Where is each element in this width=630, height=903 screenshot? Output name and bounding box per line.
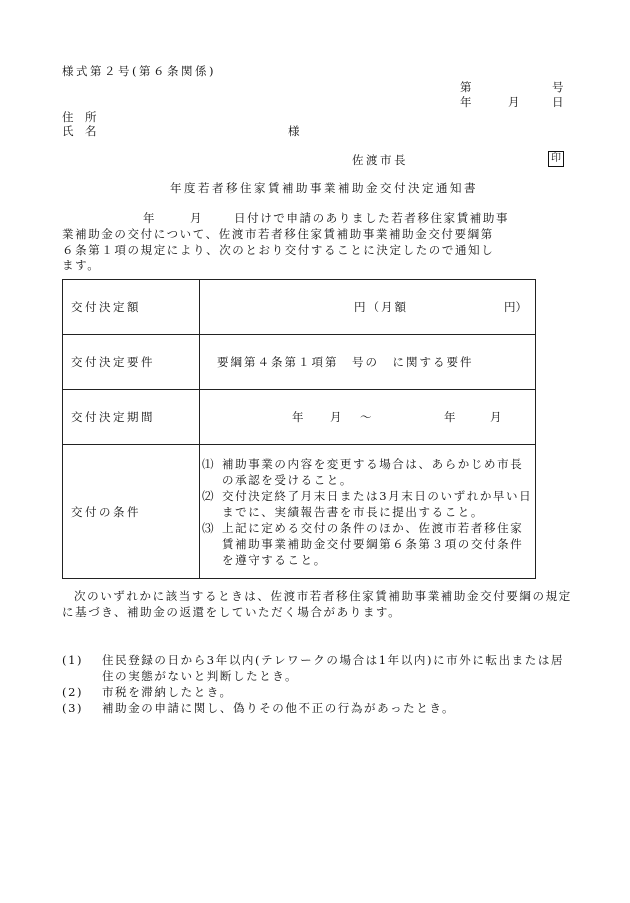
period-start-year: 年 [292,410,304,424]
conditions-value [200,445,536,579]
intro-line-3: ６条第１項の規定により、次のとおり交付することに決定したので通知し [62,243,495,257]
condition-text: 上記に定める交付の条件のほか、佐渡市若者移住家賃補助事業補助金交付要綱第６条第３項の交付条件を遵守すること。 [222,520,524,567]
repayment-number: (2) [62,685,84,699]
grant-decision-table [62,279,536,579]
intro-year: 年 [143,211,157,225]
intro-line-1: 日付けで申請のありました若者移住家賃補助事 [234,211,510,225]
condition-number: ⑵ [202,488,216,503]
requirement-label: 交付決定要件 [63,335,200,390]
intro-line-4: ます。 [62,258,101,272]
doc-number-suffix: 号 [552,80,564,94]
date-year: 年 [460,95,472,109]
repayment-list [62,652,572,716]
repayment-item [62,700,572,716]
condition-item [202,456,533,488]
seal-mark: 印 [548,151,564,167]
date-day: 日 [552,95,564,109]
condition-text: 補助事業の内容を変更する場合は、あらかじめ市長の承認を受けること。 [222,456,524,487]
table-row-conditions [63,445,536,579]
condition-item [202,520,533,568]
repayment-item [62,684,572,700]
amount-yen-close: 円） [504,300,527,314]
period-label: 交付決定期間 [63,390,200,445]
intro-month: 月 [190,211,204,225]
form-number: 様式第２号(第６条関係) [62,64,216,78]
repayment-text: 補助金の申請に関し、偽りその他不正の行為があったとき。 [102,701,456,715]
period-end-month: 月 [490,410,502,424]
period-tilde: ～ [360,410,372,424]
table-row-requirement [63,335,536,390]
condition-text: 交付決定終了月末日または3月末日のいずれか早い日までに、実績報告書を市長に提出すること。 [222,488,533,519]
address-label: 住 所 [62,110,97,124]
conditions-list [200,454,535,570]
condition-number: ⑴ [202,456,216,471]
amount-yen-monthly: 円（月額 [354,300,408,314]
doc-number-prefix: 第 [460,80,472,94]
repayment-number: (1) [62,653,84,667]
repayment-intro: 次のいずれかに該当するときは、佐渡市若者移住家賃補助事業補助金交付要綱の規定に基づき、補助金の返還をしていただく場合があります。 [62,589,572,619]
honorific: 様 [288,124,300,138]
requirement-value: 要綱第４条第１項第 号の に関する要件 [200,335,536,390]
name-label: 氏 名 [62,124,97,138]
condition-item [202,488,533,520]
document-title: 年度若者移住家賃補助事業補助金交付決定通知書 [170,181,478,195]
table-row-amount [63,280,536,335]
repayment-number: (3) [62,701,84,715]
intro-line-2: 業補助金の交付について、佐渡市若者移住家賃補助事業補助金交付要綱第 [62,227,494,241]
amount-value [200,280,536,335]
conditions-label: 交付の条件 [63,445,200,579]
amount-label: 交付決定額 [63,280,200,335]
repayment-item [62,652,572,684]
period-end-year: 年 [444,410,456,424]
condition-number: ⑶ [202,520,216,535]
repayment-text: 市税を滞納したとき。 [102,685,233,699]
period-value [200,390,536,445]
repayment-text: 住民登録の日から3年以内(テレワークの場合は1年以内)に市外に転出または居住の実態がないと判断したとき。 [102,653,565,683]
issuer-title: 佐渡市長 [352,153,408,167]
date-month: 月 [508,95,520,109]
table-row-period [63,390,536,445]
period-start-month: 月 [330,410,342,424]
